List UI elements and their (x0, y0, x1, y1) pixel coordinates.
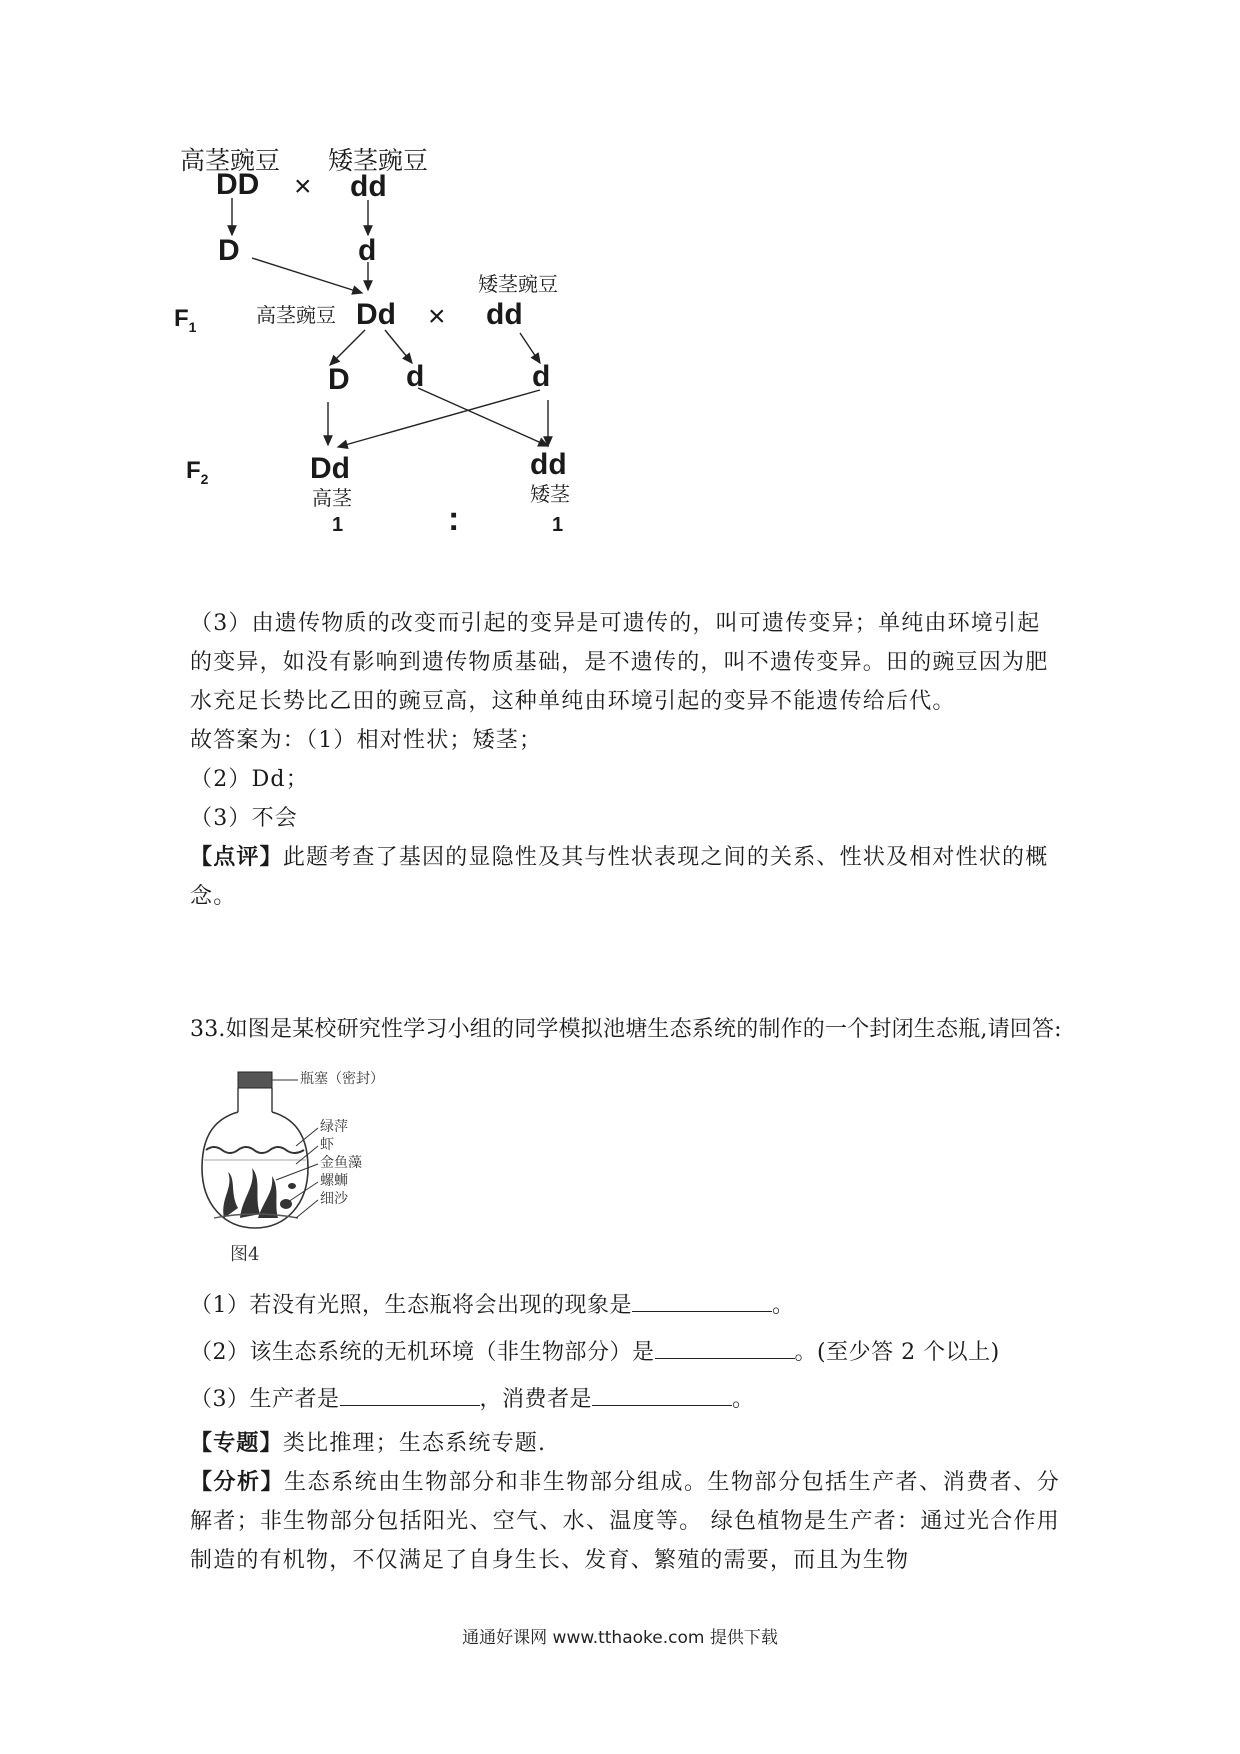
topic-tag: 【专题】 (190, 1430, 283, 1456)
q33-sub1 (190, 1282, 1060, 1329)
answer-blank-4[interactable] (592, 1381, 732, 1406)
ecosystem-bottle-figure (200, 1068, 420, 1268)
q33-sub3-end: 。 (732, 1387, 755, 1412)
label-shrimp: 虾 (320, 1137, 334, 1153)
f1-short-genotype: dd (486, 298, 523, 331)
p-short-label: 矮茎豌豆 (328, 146, 429, 175)
q33-sub2-end: 。(至少答 2 个以上) (794, 1340, 1000, 1365)
f1-gamete-d: d (406, 360, 425, 393)
q33-stem-text: 33.如图是某校研究性学习小组的同学模拟池塘生态系统的制作的一个封闭生态瓶,请回答: (190, 1017, 1062, 1042)
figure-caption: 图4 (230, 1244, 260, 1265)
q33-stem (190, 1010, 1070, 1049)
q33-sub3 (190, 1376, 1060, 1423)
topic-text: 类比推理；生态系统专题. (282, 1431, 547, 1456)
ratio-colon: : (448, 500, 460, 538)
f1-short-label: 矮茎豌豆 (478, 272, 558, 296)
ratio-1: 1 (332, 514, 344, 536)
analysis-text: 生态系统由生物部分和非生物部分组成。生物部分包括生产者、消费者、分解者；非生物部分包括阳光、空气、水、温度等。 绿色植物是生产者：通过光合作用制造的有机物，不仅满足了自身生长、发育、繁殖的需要，而且为生物 (190, 1470, 1060, 1573)
label-stopper: 瓶塞（密封） (300, 1071, 384, 1087)
q33-sub1-text: （1）若没有光照，生态瓶将会出现的现象是 (190, 1293, 632, 1318)
f2-label: $F_2$ (186, 457, 209, 487)
answer-para-3: （3）由遗传物质的改变而引起的变异是可遗传的，叫可遗传变异；单纯由环境引起的变异，如没有影响到遗传物质基础，是不遗传的，叫不遗传变异。田的豌豆因为肥水充足长势比乙田的豌豆高，这种单纯由环境引起的变异不能遗传给后代。 (190, 611, 1049, 714)
f2-genotype-1: Dd (310, 452, 350, 485)
f1-cross-symbol: × (428, 300, 446, 333)
q33-subquestions (190, 1282, 1060, 1423)
q33-sub2 (190, 1329, 1060, 1376)
ratio-2: 1 (552, 514, 564, 536)
page-footer: 通通好课网 www.tthaoke.com 提供下载 (462, 1628, 778, 1648)
f2-pheno-2: 矮茎 (530, 482, 570, 506)
q33-sub3-mid: ，消费者是 (479, 1387, 593, 1412)
answer-blank-3[interactable] (340, 1381, 480, 1406)
p-short-genotype: dd (350, 170, 387, 203)
f1-tall-label: 高茎豌豆 (256, 303, 336, 327)
bottle-drawing (200, 1068, 420, 1268)
label-sand: 细沙 (320, 1191, 348, 1207)
q33-analysis (190, 1424, 1060, 1580)
p-tall-genotype: DD (216, 168, 260, 201)
label-hornwort: 金鱼藻 (320, 1155, 362, 1171)
topic (190, 1424, 1060, 1463)
analysis-tag: 【分析】 (190, 1469, 285, 1495)
label-snail: 螺蛳 (320, 1173, 348, 1189)
f1-gamete-d2: d (532, 360, 551, 393)
answer-summary-1: 故答案为：（1）相对性状；矮茎； (190, 728, 543, 753)
f2-pheno-1: 高茎 (312, 486, 352, 510)
f1-genotype: Dd (356, 298, 396, 331)
gamete-d: d (358, 234, 377, 267)
comment-text: 此题考查了基因的显隐性及其与性状表现之间的关系、性状及相对性状的概念。 (190, 845, 1049, 909)
f2-genotype-2: dd (530, 448, 567, 481)
f1-gamete-D: D (328, 363, 350, 396)
gamete-D: D (218, 234, 240, 267)
label-duckweed: 绿萍 (320, 1119, 348, 1135)
q33-sub1-end: 。 (772, 1293, 795, 1318)
comment-tag: 【点评】 (190, 844, 283, 870)
bottle-stopper (238, 1072, 272, 1088)
genetic-cross-diagram (174, 146, 710, 590)
f1-label: $F_1$ (174, 305, 197, 335)
q33-sub3-text: （3）生产者是 (190, 1387, 340, 1412)
answer-summary-3: （3）不会 (190, 806, 298, 831)
cross-symbol: × (294, 170, 312, 203)
answer-blank-2[interactable] (655, 1334, 795, 1359)
comment (190, 838, 1060, 916)
answer-blank-1[interactable] (632, 1287, 772, 1312)
answer-explanation (190, 604, 1060, 916)
q33-sub2-text: （2）该生态系统的无机环境（非生物部分）是 (190, 1340, 655, 1365)
analysis (190, 1463, 1060, 1580)
answer-summary-2: （2）Dd； (190, 767, 309, 792)
p-tall-label: 高茎豌豆 (180, 146, 281, 175)
duckweed-line (206, 1147, 304, 1153)
